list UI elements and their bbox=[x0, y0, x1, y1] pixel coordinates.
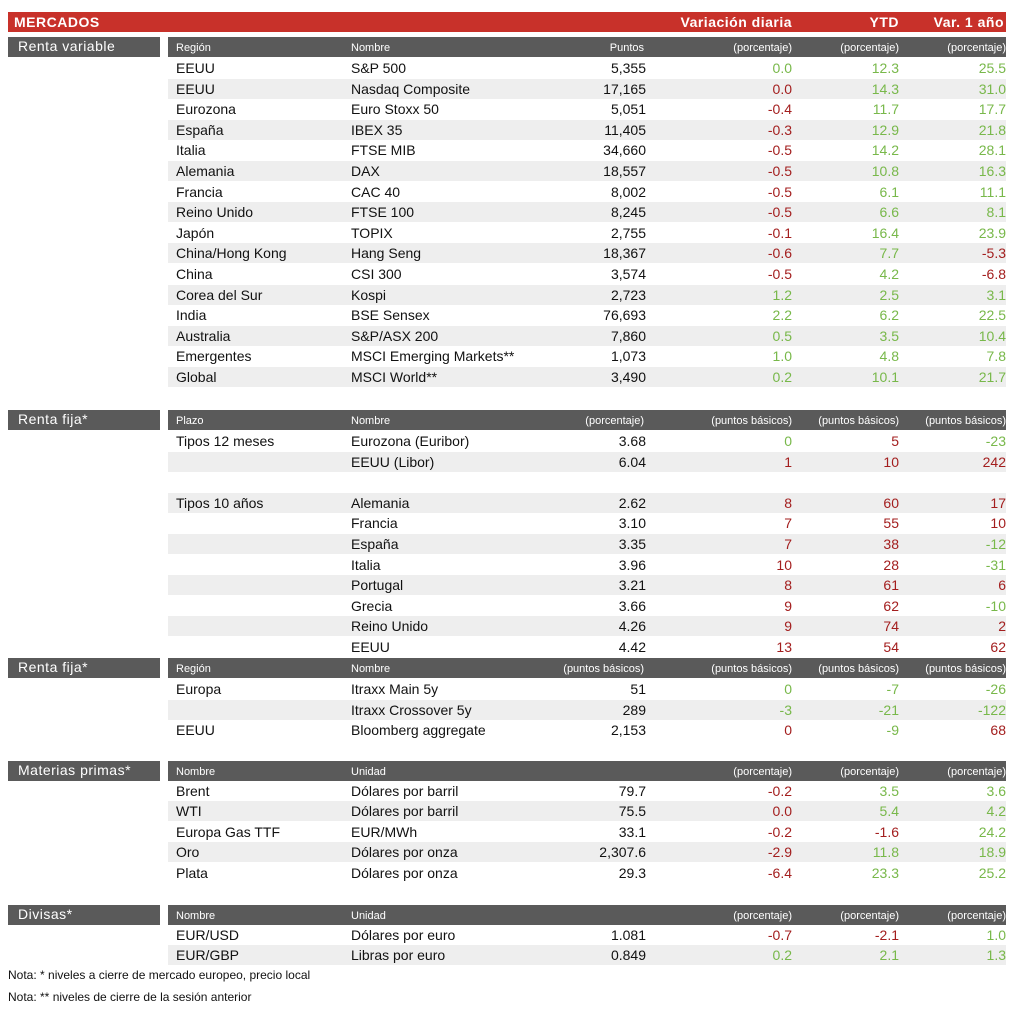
section-title: Materias primas* bbox=[18, 762, 132, 778]
row-value: 75.5 bbox=[618, 803, 646, 820]
row-daily-change: 1.0 bbox=[772, 348, 792, 365]
row-value: 18,557 bbox=[603, 163, 646, 179]
table-row bbox=[168, 452, 1006, 472]
row-value: 0.849 bbox=[610, 947, 646, 964]
table-row bbox=[168, 472, 1006, 492]
row-name: EEUU bbox=[351, 639, 390, 655]
row-one-year: 2 bbox=[998, 618, 1006, 635]
column-header: Nombre bbox=[176, 910, 216, 922]
row-value: 4.26 bbox=[618, 618, 646, 635]
row-daily-change: 0 bbox=[784, 433, 792, 449]
row-value: 34,660 bbox=[603, 142, 646, 159]
row-label: EUR/USD bbox=[176, 927, 240, 943]
row-daily-change: -0.6 bbox=[767, 245, 792, 262]
row-one-year: 4.2 bbox=[986, 803, 1006, 820]
row-ytd: 7.7 bbox=[879, 245, 899, 262]
row-value: 3.35 bbox=[618, 536, 646, 552]
row-ytd: 38 bbox=[883, 536, 899, 552]
column-header: Unidad bbox=[351, 910, 386, 922]
column-header: Región bbox=[176, 663, 211, 675]
row-label: Eurozona bbox=[176, 101, 236, 118]
table-row bbox=[168, 285, 1006, 305]
row-value: 51 bbox=[630, 681, 646, 697]
row-ytd: 10.1 bbox=[871, 369, 899, 385]
row-ytd: 5.4 bbox=[879, 803, 899, 820]
row-daily-change: 0 bbox=[784, 722, 792, 739]
table-row bbox=[168, 493, 1006, 513]
row-value: 1.081 bbox=[610, 927, 646, 943]
row-ytd: -9 bbox=[886, 722, 899, 739]
row-label: EEUU bbox=[176, 80, 215, 97]
row-one-year: 7.8 bbox=[986, 348, 1006, 365]
row-name: Italia bbox=[351, 556, 381, 573]
row-ytd: 3.5 bbox=[879, 783, 899, 799]
row-name: DAX bbox=[351, 163, 380, 179]
column-header: Nombre bbox=[351, 415, 391, 427]
row-one-year: 16.3 bbox=[978, 163, 1006, 179]
row-ytd: 61 bbox=[883, 577, 899, 594]
row-daily-change: -0.5 bbox=[767, 266, 792, 282]
row-daily-change: -0.2 bbox=[767, 783, 792, 799]
row-daily-change: 13 bbox=[776, 639, 792, 655]
table-row bbox=[168, 534, 1006, 554]
column-header: (puntos básicos) bbox=[818, 415, 899, 427]
column-header: (porcentaje) bbox=[947, 910, 1006, 922]
table-row bbox=[168, 58, 1006, 78]
row-name: Dólares por euro bbox=[351, 927, 456, 943]
column-header: (puntos básicos) bbox=[818, 663, 899, 675]
row-label: Europa bbox=[176, 681, 222, 697]
row-label: Japón bbox=[176, 224, 215, 241]
row-daily-change: -0.1 bbox=[767, 224, 792, 241]
row-name: FTSE MIB bbox=[351, 142, 416, 159]
row-label: EUR/GBP bbox=[176, 947, 240, 964]
row-value: 18,367 bbox=[603, 245, 646, 262]
row-value: 289 bbox=[622, 701, 646, 718]
row-label: India bbox=[176, 307, 207, 324]
row-value: 7,860 bbox=[610, 327, 646, 344]
row-value: 3,490 bbox=[610, 369, 646, 385]
row-ytd: -21 bbox=[878, 701, 899, 718]
header-one-year: Var. 1 año bbox=[933, 14, 1004, 30]
table-row bbox=[168, 863, 1006, 883]
row-name: Reino Unido bbox=[351, 618, 429, 635]
row-name: S&P/ASX 200 bbox=[351, 327, 439, 344]
table-row bbox=[168, 79, 1006, 99]
row-ytd: 12.3 bbox=[871, 60, 899, 76]
row-daily-change: 1.2 bbox=[772, 286, 792, 303]
row-name: Grecia bbox=[351, 597, 393, 614]
row-one-year: -12 bbox=[985, 536, 1006, 552]
row-label: China bbox=[176, 266, 213, 282]
row-label: Tipos 10 años bbox=[176, 494, 264, 511]
row-label: EEUU bbox=[176, 722, 215, 739]
row-value: 3.68 bbox=[618, 433, 646, 449]
column-header: (porcentaje) bbox=[733, 766, 792, 778]
row-name: MSCI World** bbox=[351, 369, 438, 385]
row-label: Oro bbox=[176, 844, 200, 861]
row-ytd: 60 bbox=[883, 494, 899, 511]
table-row bbox=[168, 120, 1006, 140]
row-one-year: 10.4 bbox=[978, 327, 1006, 344]
table-row bbox=[168, 99, 1006, 119]
table-row bbox=[168, 346, 1006, 366]
row-one-year: 22.5 bbox=[978, 307, 1006, 324]
row-label: España bbox=[176, 121, 224, 138]
row-ytd: 12.9 bbox=[871, 121, 899, 138]
row-name: Nasdaq Composite bbox=[351, 80, 471, 97]
section-header-fixed-income-credit bbox=[8, 658, 1006, 678]
row-one-year: 3.6 bbox=[986, 783, 1006, 799]
row-name: Francia bbox=[351, 515, 398, 532]
row-name: CSI 300 bbox=[351, 266, 402, 282]
column-header: (puntos básicos) bbox=[563, 663, 644, 675]
row-name: Itraxx Main 5y bbox=[351, 681, 439, 697]
row-ytd: 14.2 bbox=[871, 142, 899, 159]
column-header: Unidad bbox=[351, 766, 386, 778]
row-ytd: 10 bbox=[883, 453, 899, 470]
row-one-year: 1.3 bbox=[986, 947, 1006, 964]
row-value: 29.3 bbox=[618, 864, 646, 881]
row-ytd: 28 bbox=[883, 556, 899, 573]
column-header: (porcentaje) bbox=[947, 42, 1006, 54]
row-label: Global bbox=[176, 369, 217, 385]
row-daily-change: 7 bbox=[784, 536, 792, 552]
row-value: 2.62 bbox=[618, 494, 646, 511]
column-header: (porcentaje) bbox=[840, 910, 899, 922]
table-row bbox=[168, 431, 1006, 451]
row-value: 3.96 bbox=[618, 556, 646, 573]
row-value: 5,355 bbox=[610, 60, 646, 76]
row-daily-change: 0.5 bbox=[772, 327, 792, 344]
row-value: 2,755 bbox=[610, 224, 646, 241]
row-name: Hang Seng bbox=[351, 245, 422, 262]
markets-title-bar bbox=[8, 12, 1006, 32]
row-one-year: 24.2 bbox=[978, 823, 1006, 840]
column-header: Región bbox=[176, 42, 211, 54]
row-ytd: -1.6 bbox=[874, 823, 899, 840]
row-name: S&P 500 bbox=[351, 60, 407, 76]
row-ytd: 16.4 bbox=[871, 224, 899, 241]
row-name: FTSE 100 bbox=[351, 204, 415, 221]
row-label: Francia bbox=[176, 183, 223, 200]
table-row bbox=[168, 555, 1006, 575]
row-one-year: 6 bbox=[998, 577, 1006, 594]
row-ytd: 6.2 bbox=[879, 307, 899, 324]
column-header: Plazo bbox=[176, 415, 204, 427]
row-one-year: 62 bbox=[990, 639, 1006, 655]
row-daily-change: -0.2 bbox=[767, 823, 792, 840]
row-ytd: 6.6 bbox=[879, 204, 899, 221]
row-label: Australia bbox=[176, 327, 231, 344]
row-value: 3,574 bbox=[610, 266, 646, 282]
row-value: 8,002 bbox=[610, 183, 646, 200]
section-header-currencies bbox=[8, 905, 1006, 925]
table-row bbox=[168, 264, 1006, 284]
row-one-year: 17.7 bbox=[978, 101, 1006, 118]
row-ytd: 4.2 bbox=[879, 266, 899, 282]
row-value: 6.04 bbox=[618, 453, 646, 470]
row-one-year: 23.9 bbox=[978, 224, 1006, 241]
row-daily-change: 0.2 bbox=[772, 947, 792, 964]
table-row bbox=[168, 305, 1006, 325]
row-one-year: 1.0 bbox=[986, 927, 1006, 943]
column-header: (puntos básicos) bbox=[925, 663, 1006, 675]
row-daily-change: 9 bbox=[784, 597, 792, 614]
row-value: 5,051 bbox=[610, 101, 646, 118]
row-daily-change: -0.5 bbox=[767, 142, 792, 159]
row-name: Dólares por barril bbox=[351, 783, 459, 799]
row-ytd: 55 bbox=[883, 515, 899, 532]
column-header: (porcentaje) bbox=[947, 766, 1006, 778]
table-row bbox=[168, 243, 1006, 263]
row-one-year: 11.1 bbox=[979, 183, 1006, 200]
row-one-year: -5.3 bbox=[981, 245, 1006, 262]
row-label: Plata bbox=[176, 864, 208, 881]
row-value: 76,693 bbox=[603, 307, 646, 324]
row-name: Dólares por onza bbox=[351, 864, 458, 881]
row-one-year: -26 bbox=[985, 681, 1006, 697]
table-row bbox=[168, 223, 1006, 243]
row-ytd: 6.1 bbox=[879, 183, 899, 200]
row-name: CAC 40 bbox=[351, 183, 401, 200]
row-ytd: 10.8 bbox=[871, 163, 899, 179]
row-daily-change: 7 bbox=[784, 515, 792, 532]
column-header: Nombre bbox=[176, 766, 216, 778]
column-header: (porcentaje) bbox=[840, 766, 899, 778]
column-header: (porcentaje) bbox=[733, 42, 792, 54]
row-name: España bbox=[351, 536, 399, 552]
row-daily-change: -0.7 bbox=[767, 927, 792, 943]
row-value: 4.42 bbox=[618, 639, 646, 655]
row-daily-change: 8 bbox=[784, 577, 792, 594]
table-row bbox=[168, 925, 1006, 945]
row-one-year: -23 bbox=[985, 433, 1006, 449]
page-title: MERCADOS bbox=[14, 14, 100, 30]
row-daily-change: -0.5 bbox=[767, 163, 792, 179]
row-label: China/Hong Kong bbox=[176, 245, 287, 262]
row-label: Reino Unido bbox=[176, 204, 254, 221]
row-ytd: 62 bbox=[883, 597, 899, 614]
row-name: Portugal bbox=[351, 577, 404, 594]
row-value: 2,307.6 bbox=[599, 844, 646, 861]
table-row bbox=[168, 575, 1006, 595]
row-value: 11,405 bbox=[604, 121, 646, 138]
row-daily-change: -3 bbox=[779, 701, 792, 718]
row-value: 8,245 bbox=[610, 204, 646, 221]
row-daily-change: -2.9 bbox=[767, 844, 792, 861]
table-row bbox=[168, 637, 1006, 657]
table-row bbox=[168, 700, 1006, 720]
header-ytd: YTD bbox=[869, 14, 899, 30]
table-row bbox=[168, 326, 1006, 346]
row-name: EUR/MWh bbox=[351, 823, 418, 840]
row-ytd: 11.7 bbox=[872, 101, 899, 118]
row-daily-change: 0.0 bbox=[772, 60, 792, 76]
row-one-year: 8.1 bbox=[986, 204, 1006, 221]
row-daily-change: 0 bbox=[784, 681, 792, 697]
row-name: Euro Stoxx 50 bbox=[351, 101, 439, 118]
row-daily-change: -0.4 bbox=[767, 101, 792, 118]
row-one-year: 3.1 bbox=[986, 286, 1006, 303]
row-value: 33.1 bbox=[618, 823, 646, 840]
row-daily-change: 10 bbox=[776, 556, 792, 573]
table-row bbox=[168, 679, 1006, 699]
row-one-year: 21.8 bbox=[978, 121, 1006, 138]
row-name: Dólares por onza bbox=[351, 844, 458, 861]
column-header: (porcentaje) bbox=[733, 910, 792, 922]
row-ytd: 4.8 bbox=[879, 348, 899, 365]
row-name: Eurozona (Euribor) bbox=[351, 433, 470, 449]
row-label: Emergentes bbox=[176, 348, 252, 365]
row-daily-change: -0.3 bbox=[767, 121, 792, 138]
row-one-year: -6.8 bbox=[981, 266, 1006, 282]
row-ytd: 2.5 bbox=[879, 286, 899, 303]
row-one-year: 242 bbox=[982, 453, 1006, 470]
column-header: (porcentaje) bbox=[585, 415, 644, 427]
row-name: IBEX 35 bbox=[351, 121, 403, 138]
section-header-equities bbox=[8, 37, 1006, 57]
row-value: 2,153 bbox=[610, 722, 646, 739]
column-header: (puntos básicos) bbox=[925, 415, 1006, 427]
table-row bbox=[168, 801, 1006, 821]
row-daily-change: 0.2 bbox=[772, 369, 792, 385]
table-row bbox=[168, 367, 1006, 387]
row-value: 2,723 bbox=[610, 286, 646, 303]
table-row bbox=[168, 140, 1006, 160]
row-ytd: 5 bbox=[891, 433, 899, 449]
table-row bbox=[168, 513, 1006, 533]
row-one-year: 18.9 bbox=[978, 844, 1006, 861]
column-header: Nombre bbox=[351, 42, 391, 54]
footnote: Nota: ** niveles de cierre de la sesión anterior bbox=[8, 990, 252, 1004]
row-label: Brent bbox=[176, 783, 210, 799]
row-ytd: 11.8 bbox=[872, 844, 899, 861]
row-ytd: 3.5 bbox=[879, 327, 899, 344]
row-name: Bloomberg aggregate bbox=[351, 722, 486, 739]
table-row bbox=[168, 182, 1006, 202]
row-one-year: 21.7 bbox=[978, 369, 1006, 385]
row-ytd: 74 bbox=[883, 618, 899, 635]
row-daily-change: -0.5 bbox=[767, 204, 792, 221]
column-header: (puntos básicos) bbox=[711, 415, 792, 427]
table-row bbox=[168, 161, 1006, 181]
row-value: 1,073 bbox=[610, 348, 646, 365]
row-one-year: -122 bbox=[977, 701, 1006, 718]
row-name: Libras por euro bbox=[351, 947, 446, 964]
row-ytd: 14.3 bbox=[871, 80, 899, 97]
row-label: EEUU bbox=[176, 60, 215, 76]
row-name: TOPIX bbox=[351, 224, 393, 241]
row-one-year: -10 bbox=[985, 597, 1006, 614]
row-daily-change: -0.5 bbox=[767, 183, 792, 200]
row-value: 79.7 bbox=[618, 783, 646, 799]
table-row bbox=[168, 616, 1006, 636]
row-one-year: -31 bbox=[985, 556, 1006, 573]
row-label: Europa Gas TTF bbox=[176, 823, 281, 840]
row-label: Tipos 12 meses bbox=[176, 433, 275, 449]
row-ytd: -7 bbox=[886, 681, 899, 697]
row-daily-change: -6.4 bbox=[767, 864, 792, 881]
row-value: 3.66 bbox=[618, 597, 646, 614]
row-name: EEUU (Libor) bbox=[351, 453, 435, 470]
row-daily-change: 0.0 bbox=[772, 80, 792, 97]
row-label: WTI bbox=[176, 803, 202, 820]
row-one-year: 28.1 bbox=[978, 142, 1006, 159]
row-daily-change: 0.0 bbox=[772, 803, 792, 820]
table-row bbox=[168, 720, 1006, 740]
row-name: Alemania bbox=[351, 494, 410, 511]
column-header: Puntos bbox=[609, 42, 644, 54]
section-title: Renta variable bbox=[18, 38, 116, 54]
table-row bbox=[168, 781, 1006, 801]
row-one-year: 31.0 bbox=[978, 80, 1006, 97]
section-title: Divisas* bbox=[18, 906, 73, 922]
table-row bbox=[168, 842, 1006, 862]
row-one-year: 10 bbox=[990, 515, 1006, 532]
row-label: Italia bbox=[176, 142, 206, 159]
row-daily-change: 8 bbox=[784, 494, 792, 511]
row-ytd: 2.1 bbox=[879, 947, 899, 964]
row-ytd: 23.3 bbox=[871, 864, 899, 881]
section-title: Renta fija* bbox=[18, 659, 89, 675]
row-one-year: 25.2 bbox=[978, 864, 1006, 881]
footnote: Nota: * niveles a cierre de mercado europeo, precio local bbox=[8, 968, 311, 982]
table-row bbox=[168, 596, 1006, 616]
table-row bbox=[168, 202, 1006, 222]
row-name: BSE Sensex bbox=[351, 307, 430, 324]
row-daily-change: 1 bbox=[784, 453, 792, 470]
row-one-year: 68 bbox=[990, 722, 1006, 739]
row-value: 3.21 bbox=[618, 577, 646, 594]
row-value: 17,165 bbox=[603, 80, 646, 97]
row-name: Dólares por barril bbox=[351, 803, 459, 820]
row-name: MSCI Emerging Markets** bbox=[351, 348, 515, 365]
row-label: Alemania bbox=[176, 163, 235, 179]
column-header: (porcentaje) bbox=[840, 42, 899, 54]
section-header-fixed-income-rates bbox=[8, 410, 1006, 430]
table-row bbox=[168, 822, 1006, 842]
section-title: Renta fija* bbox=[18, 411, 89, 427]
row-ytd: -2.1 bbox=[874, 927, 899, 943]
row-label: Corea del Sur bbox=[176, 286, 263, 303]
row-name: Itraxx Crossover 5y bbox=[351, 701, 472, 718]
column-header: Nombre bbox=[351, 663, 391, 675]
row-one-year: 17 bbox=[990, 494, 1006, 511]
row-one-year: 25.5 bbox=[978, 60, 1006, 76]
row-daily-change: 9 bbox=[784, 618, 792, 635]
section-header-commodities bbox=[8, 761, 1006, 781]
header-daily-change: Variación diaria bbox=[680, 14, 792, 30]
column-header: (puntos básicos) bbox=[711, 663, 792, 675]
row-daily-change: 2.2 bbox=[772, 307, 792, 324]
row-name: Kospi bbox=[351, 286, 387, 303]
row-ytd: 54 bbox=[883, 639, 899, 655]
table-row bbox=[168, 945, 1006, 965]
row-value: 3.10 bbox=[618, 515, 646, 532]
